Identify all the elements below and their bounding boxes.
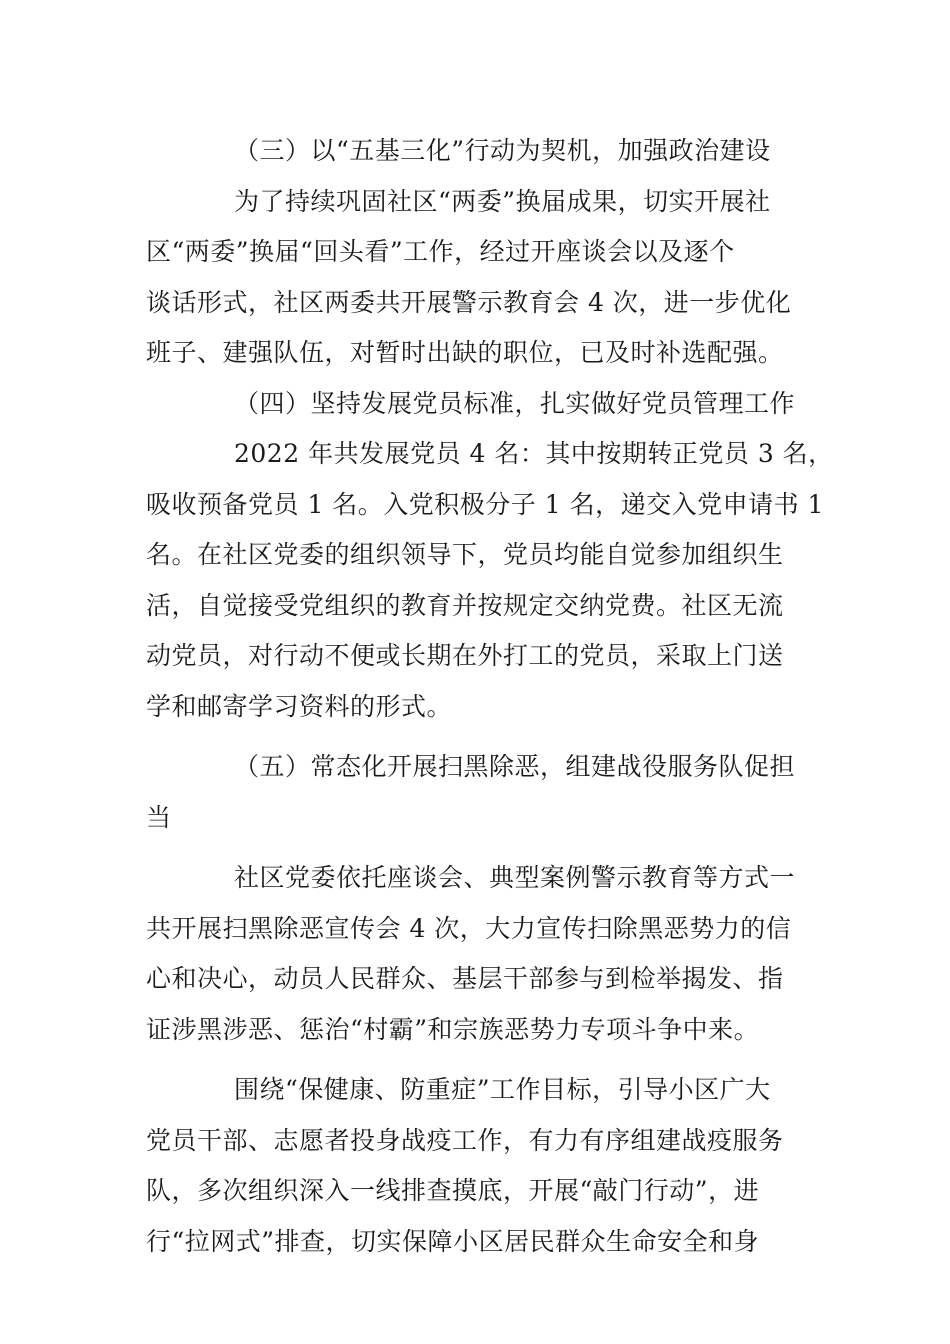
section-heading-5	[146, 742, 806, 843]
section-heading-4: （四）坚持发展党员标准，扎实做好党员管理工作	[234, 388, 796, 418]
paragraph-line: 区“两委”换届“回头看”工作，经过开座谈会以及逐个	[146, 237, 735, 266]
document-body	[146, 126, 834, 1267]
paragraph-line: 吸收预备党员 1 名。入党积极分子 1 名，递交入党申请书 1	[146, 489, 824, 519]
paragraph-line: 班子、建强队伍，对暂时出缺的职位，已及时补选配强。	[146, 338, 784, 367]
paragraph-3-1	[146, 177, 806, 379]
paragraph-5-2	[146, 1065, 806, 1267]
paragraph-5-1	[146, 853, 806, 1055]
section-heading-3: （三）以“五基三化”行动为契机，加强政治建设	[234, 136, 771, 165]
paragraph-line: 心和决心，动员人民群众、基层干部参与到检举揭发、指	[146, 964, 784, 993]
paragraph-line: 党员干部、志愿者投身战疫工作，有力有序组建战疫服务	[146, 1125, 784, 1155]
paragraph-line: 队，多次组织深入一线排查摸底，开展“敲门行动”，进	[146, 1176, 760, 1205]
paragraph-line: 2022 年共发展党员 4 名：其中按期转正党员 3 名，	[234, 439, 834, 468]
paragraph-line: 为了持续巩固社区“两委”换届成果，切实开展社	[234, 186, 771, 216]
paragraph-4-1	[146, 429, 834, 732]
paragraph-line: 活，自觉接受党组织的教育并按规定交纳党费。社区无流	[146, 590, 784, 620]
section-heading-line: 当	[146, 802, 172, 832]
paragraph-line: 围绕“保健康、防重症”工作目标，引导小区广大	[234, 1075, 771, 1104]
paragraph-line: 动党员，对行动不便或长期在外打工的党员，采取上门送	[146, 641, 784, 670]
paragraph-line: 行“拉网式”排查，切实保障小区居民群众生命安全和身	[146, 1226, 760, 1256]
paragraph-line: 谈话形式，社区两委共开展警示教育会 4 次，进一步优化	[146, 287, 792, 317]
paragraph-line: 名。在社区党委的组织领导下，党员均能自觉参加组织生	[146, 540, 784, 569]
paragraph-line: 证涉黑涉恶、惩治“村霸”和宗族恶势力专项斗争中来。	[146, 1014, 760, 1044]
paragraph-line: 社区党委依托座谈会、典型案例警示教育等方式一	[234, 863, 796, 892]
section-heading-line: （五）常态化开展扫黑除恶，组建战役服务队促担	[234, 752, 796, 781]
paragraph-line: 共开展扫黑除恶宣传会 4 次，大力宣传扫除黑恶势力的信	[146, 913, 792, 943]
paragraph-line: 学和邮寄学习资料的形式。	[146, 691, 453, 721]
